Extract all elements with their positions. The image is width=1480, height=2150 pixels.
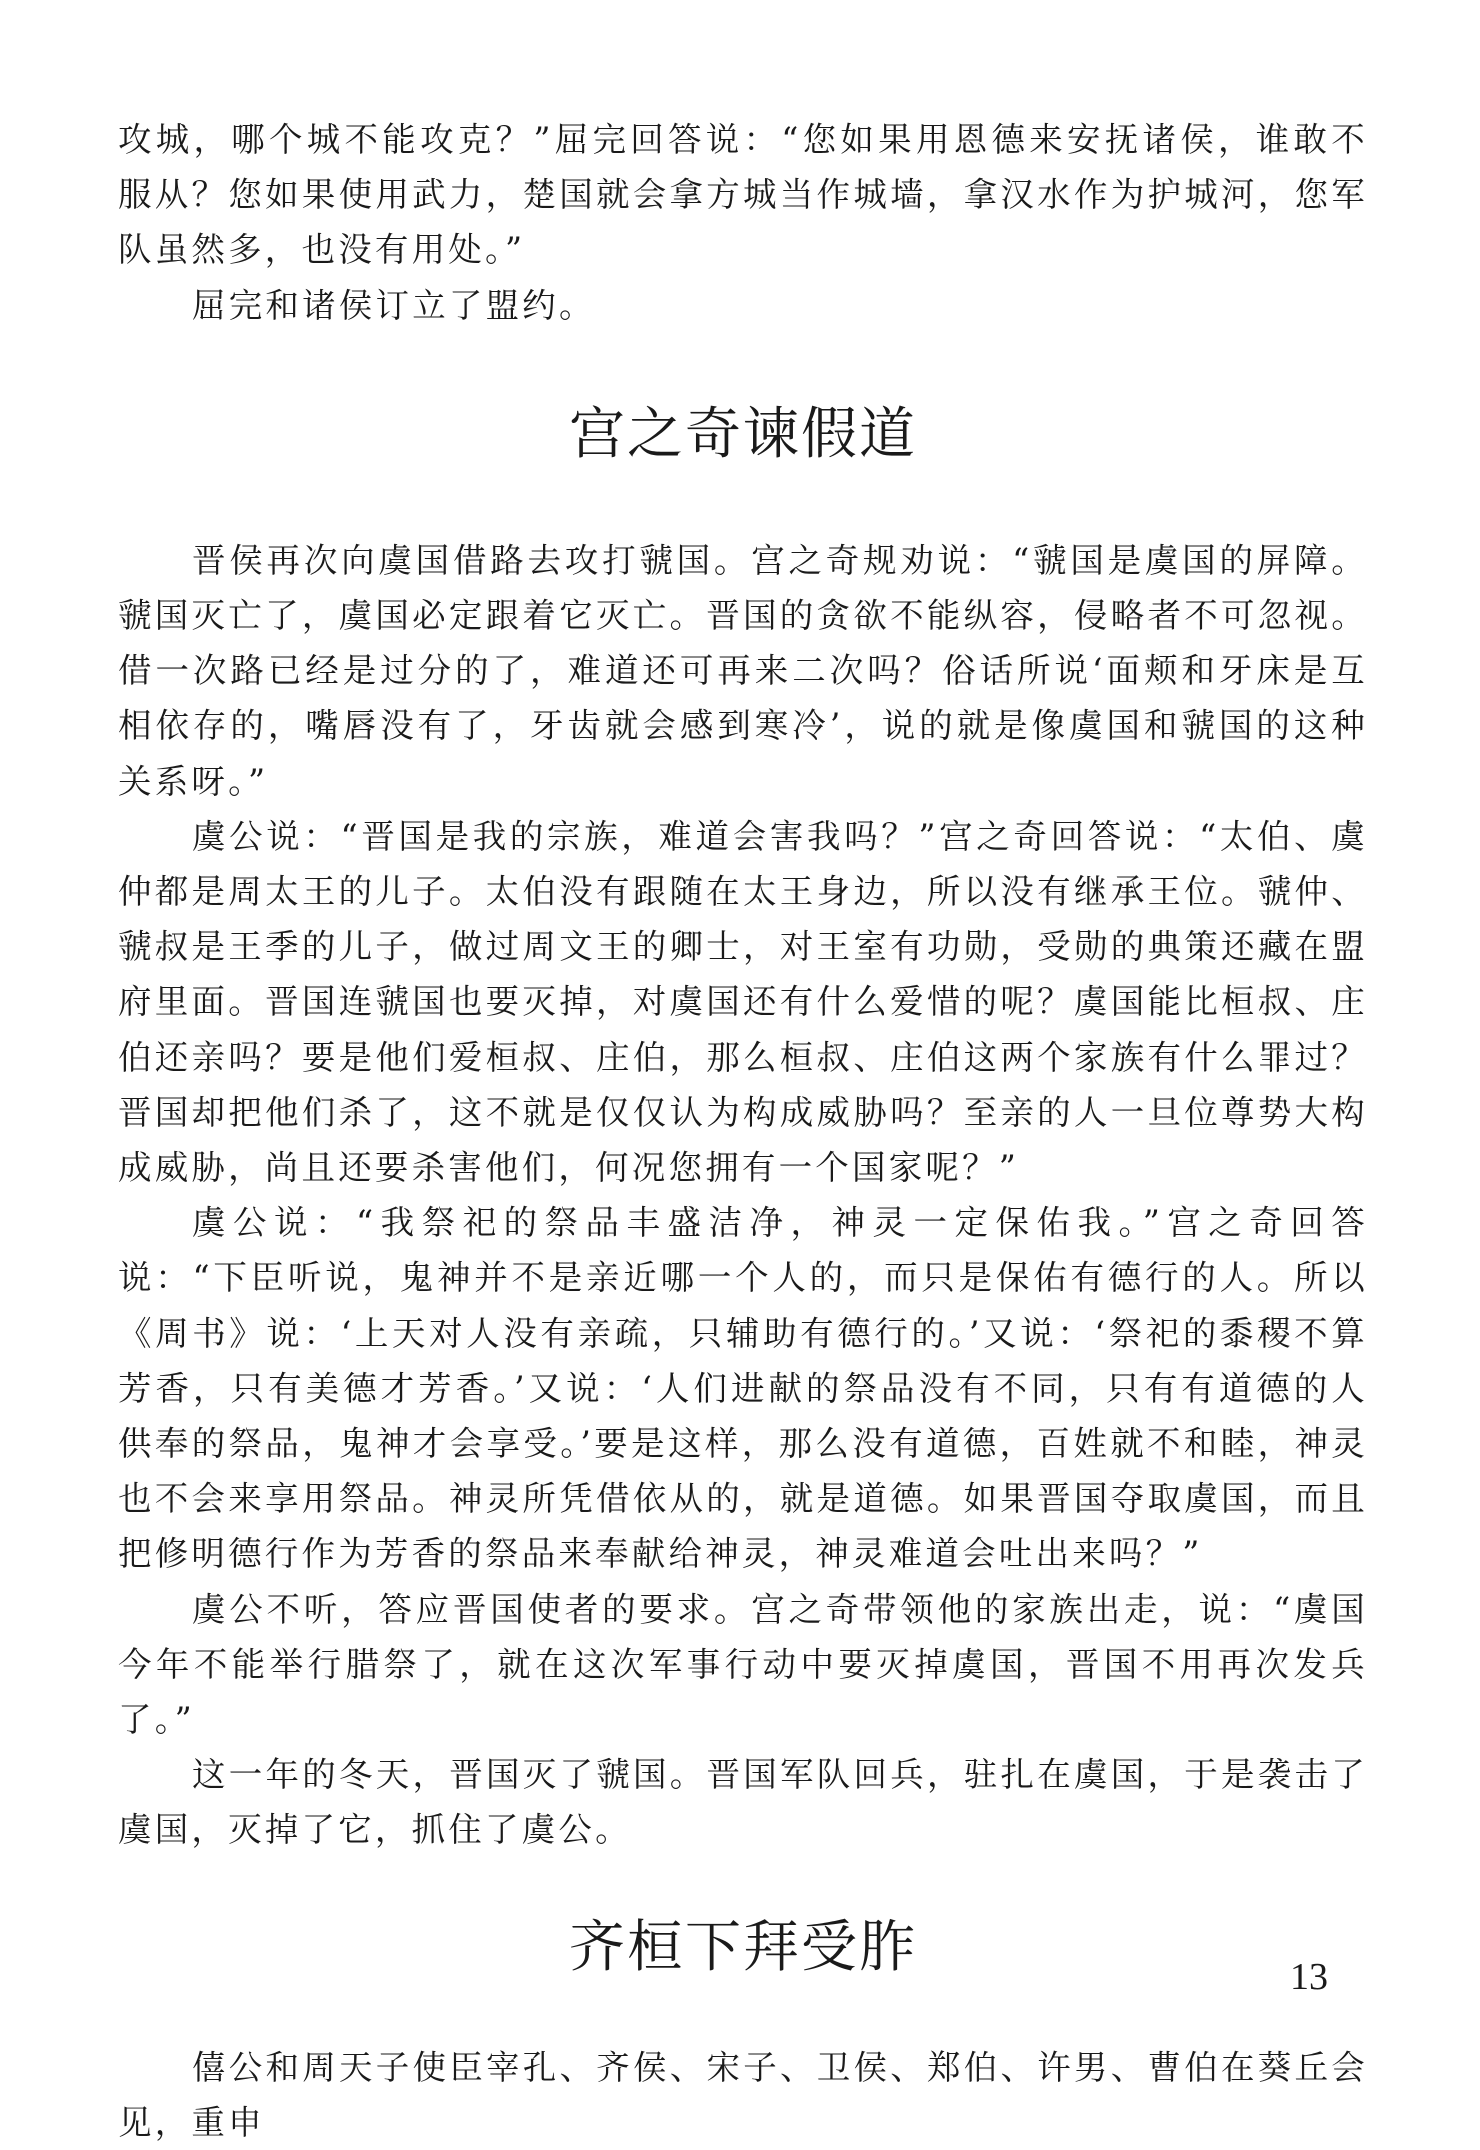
- body-paragraph: 这一年的冬天，晋国灭了虢国。晋国军队回兵，驻扎在虞国，于是袭击了虞国，灭掉了它，抓住了虞公。: [118, 1755, 1368, 1850]
- body-paragraph: 虞公不听，答应晋国使者的要求。宫之奇带领他的家族出走，说：“虞国今年不能举行腊祭了，就在这次军事行动中要灭掉虞国，晋国不用再次发兵了。”: [118, 1589, 1368, 1740]
- page-number: 13: [1290, 1956, 1328, 1998]
- section-title: 齐桓下拜受胙: [569, 1914, 917, 1980]
- opening-paragraph: 攻城，哪个城不能攻克？”屈完回答说：“您如果用恩德来安抚诸侯，谁敢不服从？您如果使用武力，楚国就会拿方城当作城墙，拿汉水作为护城河，您军队虽然多，也没有用处。”: [118, 120, 1368, 270]
- body-paragraph: 僖公和周天子使臣宰孔、齐侯、宋子、卫侯、郑伯、许男、曹伯在葵丘会见，重申: [118, 2047, 1368, 2142]
- page-body: [118, 112, 1368, 2150]
- body-paragraph: 虞公说：“晋国是我的宗族，难道会害我吗？”宫之奇回答说：“太伯、虞仲都是周太王的儿子。太伯没有跟随在太王身边，所以没有继承王位。虢仲、虢叔是王季的儿子，做过周文王的卿士，对王室有功勋，受勋的典策还藏在盟府里面。晋国连虢国也要灭掉，对虞国还有什么爱惜的呢？虞国能比桓叔、庄伯还亲吗？要是他们爱桓叔、庄伯，那么桓叔、庄伯这两个家族有什么罪过？晋国却把他们杀了，这不就是仅仅认为构成威胁吗？至亲的人一旦位尊势大构成威胁，尚且还要杀害他们，何况您拥有一个国家呢？”: [118, 816, 1368, 1188]
- opening-paragraph: 屈完和诸侯订立了盟约。: [192, 285, 596, 325]
- body-paragraph: 晋侯再次向虞国借路去攻打虢国。宫之奇规劝说：“虢国是虞国的屏障。虢国灭亡了，虞国必定跟着它灭亡。晋国的贪欲不能纵容，侵略者不可忽视。借一次路已经是过分的了，难道还可再来二次吗？俗话所说‘面颊和牙床是互相依存的，嘴唇没有了，牙齿就会感到寒冷’，说的就是像虞国和虢国的这种关系呀。”: [118, 540, 1368, 801]
- section-title: 宫之奇谏假道: [569, 401, 917, 467]
- body-paragraph: 虞公说：“我祭祀的祭品丰盛洁净，神灵一定保佑我。”宫之奇回答说：“下臣听说，鬼神并不是亲近哪一个人的，而只是保佑有德行的人。所以《周书》说：‘上天对人没有亲疏，只辅助有德行的。’又说：‘祭祀的黍稷不算芳香，只有美德才芳香。’又说：‘人们进献的祭品没有不同，只有有道德的人供奉的祭品，鬼神才会享受。’要是这样，那么没有道德，百姓就不和睦，神灵也不会来享用祭品。神灵所凭借依从的，就是道德。如果晋国夺取虞国，而且把修明德行作为芳香的祭品来奉献给神灵，神灵难道会吐出来吗？”: [118, 1203, 1368, 1574]
